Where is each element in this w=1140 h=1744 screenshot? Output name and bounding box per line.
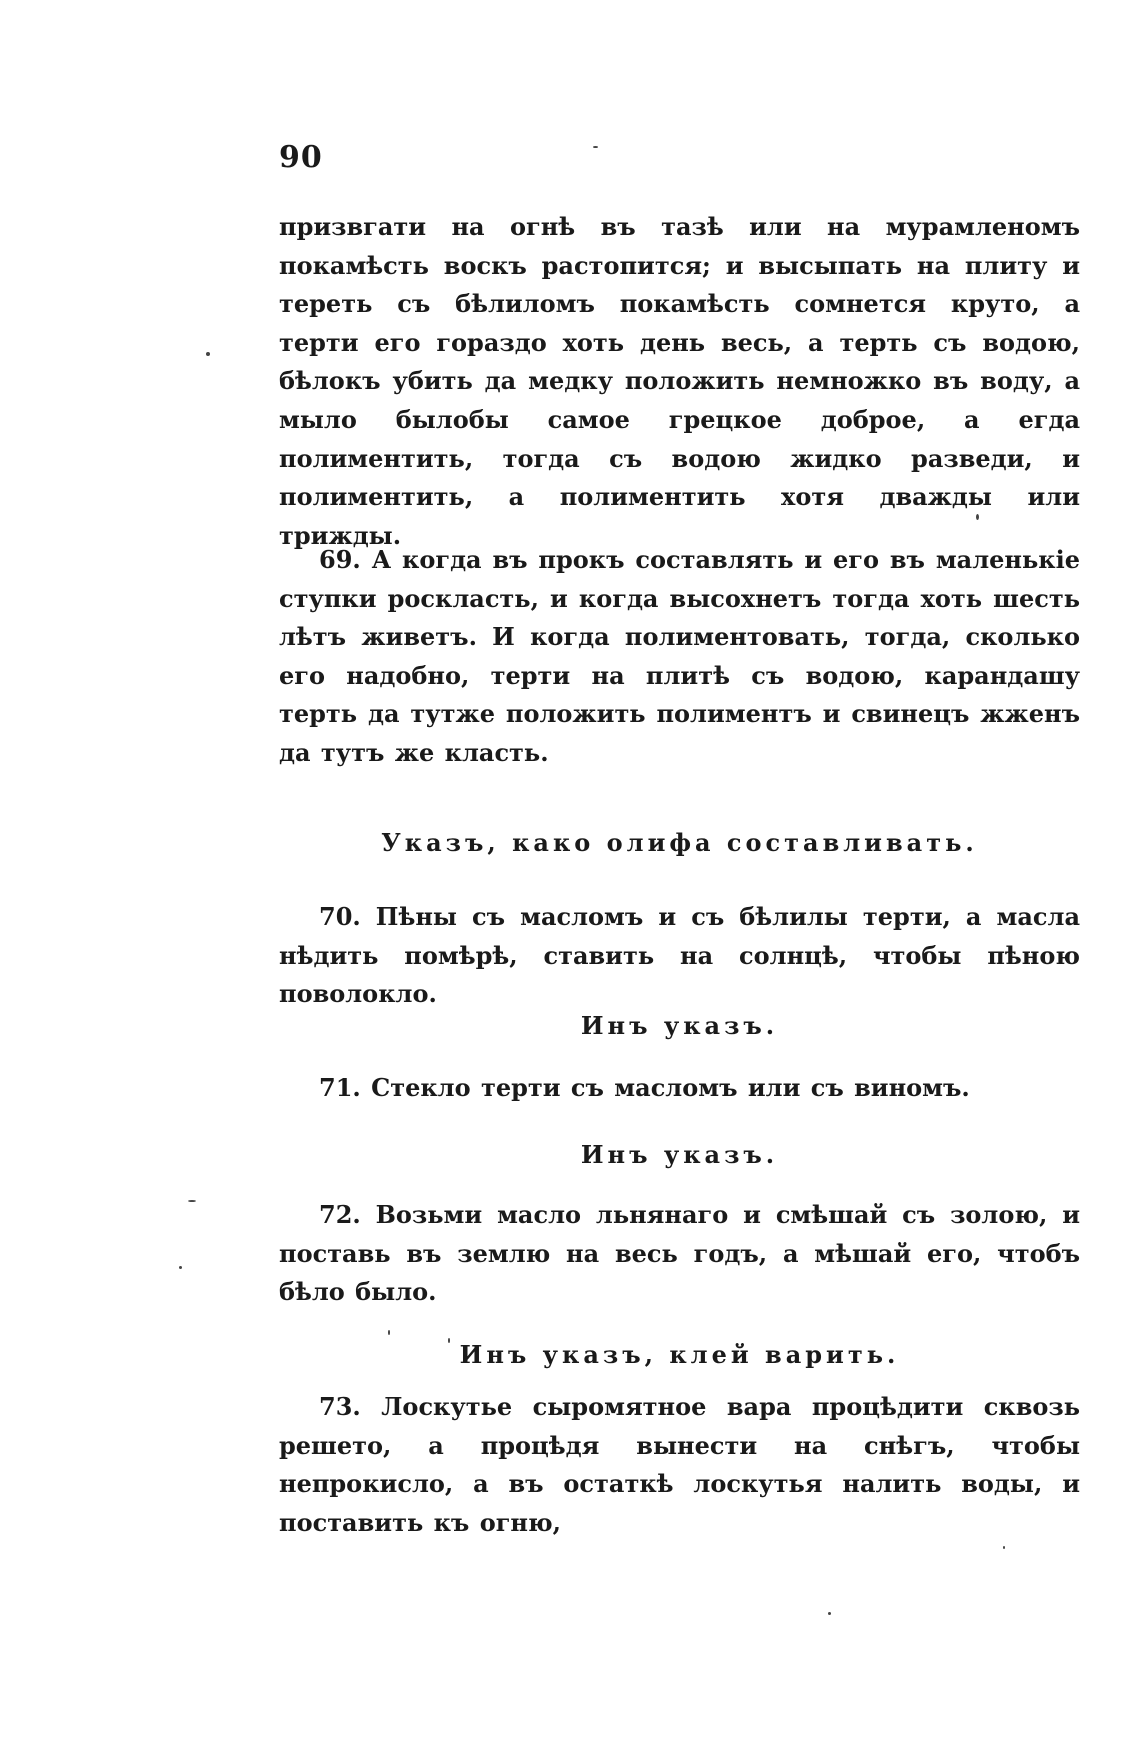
section-heading-klei: Инъ указъ, клей варить. [459,1340,900,1369]
paragraph-69: 69. А когда въ прокъ составлять и его въ маленькіе ступки роскласть, и когда высохнетъ тогда хоть шесть лѣтъ живетъ. И когда полиментовать, тогда, сколько его надобно, терти на плитѣ съ водою, карандашу терть да тутже положить полиментъ и свинецъ жженъ да тутъ же класть. [279,545,1080,767]
paragraph-72: 72. Возьми масло льнянаго и смѣшай съ золою, и поставь въ землю на весь годъ, а мѣшай его, чтобъ бѣло было. [279,1200,1080,1307]
scan-speck [206,352,210,356]
scan-speck [179,1266,182,1269]
scan-speck [188,1200,196,1202]
paragraph-73: 73. Лоскутье сыромятное вара процѣдити сквозь решето, а процѣдя вынести на снѣгъ, чтобы непрокисло, а въ остаткѣ лоскутья налить воды, и поставить къ огню, [279,1392,1080,1537]
scan-speck [976,514,979,520]
section-heading-in-ukaz-1: Инъ указъ. [580,1011,779,1040]
scan-speck [593,146,598,148]
paragraph-71: 71. Стекло терти съ масломъ или съ виномъ. [319,1073,970,1102]
section-heading-olifa: Указъ, како олифа составливать. [381,828,978,857]
scan-speck [828,1612,831,1615]
paragraph-continuation: призвгати на огнѣ въ тазѣ или на мурамленомъ покамѣсть воскъ растопится; и высыпать на плиту и тереть съ бѣлиломъ покамѣсть сомнется круто, а терти его гораздо хоть день весь, а терть съ водою, бѣлокъ убить да медку положить немножко въ воду, а мыло былобы самое грецкое доброе, а егда полиментить, тогда съ водою жидко разведи, и полиментить, а полиментить хотя дважды или трижды. [279,212,1080,550]
paragraph-70: 70. Пѣны съ масломъ и съ бѣлилы терти, а масла нѣдить помѣрѣ, ставить на солнцѣ, чтобы пѣною поволокло. [279,902,1080,1009]
scan-speck [1003,1546,1005,1549]
page-number: 90 [279,140,323,175]
section-heading-in-ukaz-2: Инъ указъ. [580,1140,779,1169]
scan-speck [388,1330,390,1335]
scan-speck [448,1338,450,1343]
